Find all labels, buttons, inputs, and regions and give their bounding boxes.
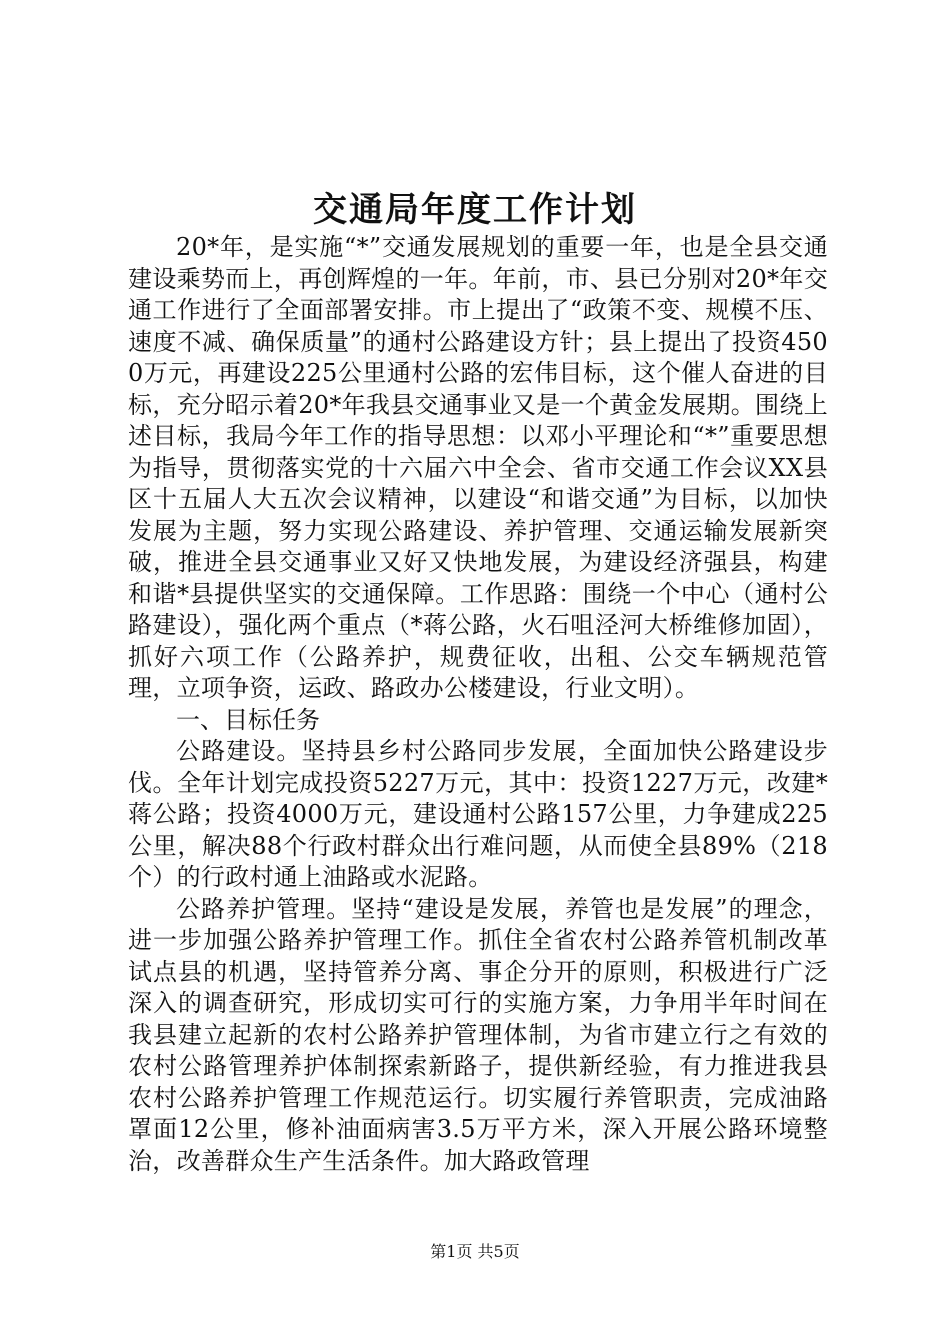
page-footer: 第1页 共5页 (430, 1242, 520, 1261)
road-maintenance-paragraph: 公路养护管理。坚持“建设是发展，养管也是发展”的理念，进一步加强公路养护管理工作。抓住全省农村公路养管机制改革试点县的机遇，坚持管养分离、事企分开的原则，积极进行广泛深入的调查研究，形成切实可行的实施方案，力争用半年时间在我县建立起新的农村公路养护管理体制，为省市建立行之有效的农村公路管理养护体制探索新路子，提供新经验，有力推进我县农村公路养护管理工作规范运行。切实履行养管职责，完成油路罩面12公里，修补油面病害3.5万平方米，深入开展公路环境整治，改善群众生产生活条件。加大路政管理 (128, 894, 828, 1175)
section-heading: 一、目标任务 (176, 705, 320, 734)
document-body (128, 232, 828, 1177)
intro-paragraph: 20*年，是实施“*”交通发展规划的重要一年，也是全县交通建设乘势而上，再创辉煌的一年。年前，市、县已分别对20*年交通工作进行了全面部署安排。市上提出了“政策不变、规模不压、速度不减、确保质量”的通村公路建设方针；县上提出了投资4500万元，再建设225公里通村公路的宏伟目标，这个催人奋进的目标，充分昭示着20*年我县交通事业又是一个黄金发展期。围绕上述目标，我局今年工作的指导思想：以邓小平理论和“*”重要思想为指导，贯彻落实党的十六届六中全会、省市交通工作会议XX县区十五届人大五次会议精神，以建设“和谐交通”为目标，以加快发展为主题，努力实现公路建设、养护管理、交通运输发展新突破，推进全县交通事业又好又快地发展，为建设经济强县，构建和谐*县提供坚实的交通保障。工作思路：围绕一个中心（通村公路建设），强化两个重点（*蒋公路，火石咀泾河大桥维修加固），抓好六项工作（公路养护，规费征收，出租、公交车辆规范管理，立项争资，运政、路政办公楼建设，行业文明）。 (128, 233, 828, 702)
road-construction-paragraph: 公路建设。坚持县乡村公路同步发展，全面加快公路建设步伐。全年计划完成投资5227万元，其中：投资1227万元，改建*蒋公路；投资4000万元，建设通村公路157公里，力争建成225公里，解决88个行政村群众出行难问题，从而使全县89%（218个）的行政村通上油路或水泥路。 (128, 737, 828, 891)
document-title: 交通局年度工作计划 (313, 190, 637, 230)
